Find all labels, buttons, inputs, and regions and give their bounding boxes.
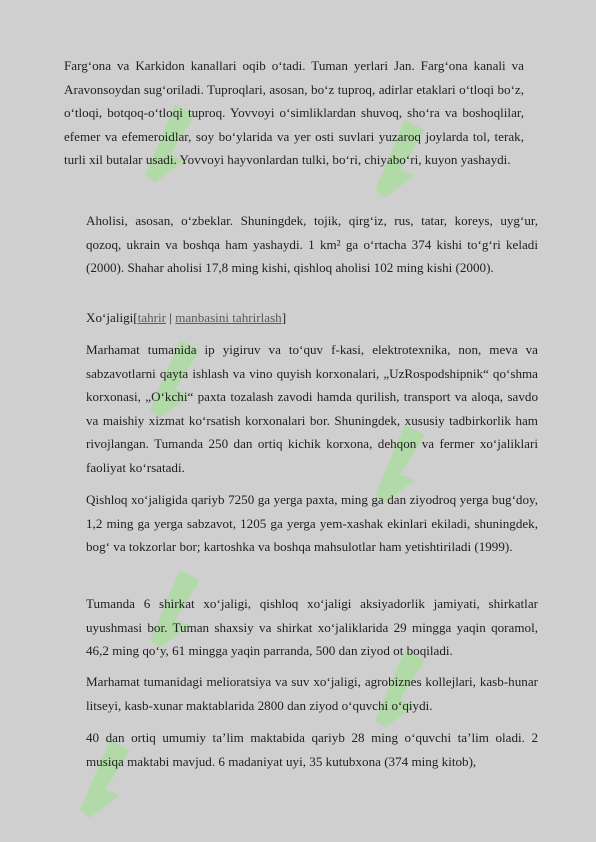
paragraph-agriculture: Qishloq xo‘jaligida qariyb 7250 ga yerga paxta, ming ga dan ziyodroq yerga bug‘doy, 1,2 ming ga yerga sabzavot, 1205 ga yerga yem-xashak ekinlari ekiladi, shuningdek, bog‘ va tokzorlar bor; kartoshka va boshqa mahsulotlar ham yetishtiriladi (1999). [86, 492, 538, 555]
paragraph-colleges: Marhamat tumanidagi melioratsiya va suv xo‘jaligi, agrobiznes kollejlari, kasb-hunar litseyi, kasb-xunar maktablarida 2800 dan ziyod o‘quvchi o‘qiydi. [86, 674, 538, 713]
paragraph-industry: Marhamat tumanida ip yigiruv va to‘quv f-kasi, elektrotexnika, non, meva va sabzavotlarni qayta ishlash va vino quyish korxonalari, „UzRospodshipnik“ qo‘shma korxonasi, „O‘kchi“ paxta tozalash zavodi hamda qurilish, transport va aloqa, savdo va maishiy xizmat ko‘rsatish korxonalari bor. Shuningdek, xususiy tadbirkorlik ham rivojlangan. Tumanda 250 dan ortiq kichik korxona, dehqon va fermer xo‘jaliklari faoliyat ko‘rsatadi. [86, 342, 538, 475]
paragraph-farms: Tumanda 6 shirkat xo‘jaligi, qishloq xo‘jaligi aksiyadorlik jamiyati, shirkatlar uyushmasi bor. Tuman shaxsiy va shirkat xo‘jaliklarida 29 mingga yaqin qoramol, 46,2 ming qo‘y, 61 mingga yaqin parranda, 500 dan ziyod ot boqiladi. [86, 596, 538, 659]
edit-source-link[interactable]: manbasini tahrirlash [175, 310, 282, 325]
edit-link[interactable]: tahrir [137, 310, 167, 325]
bracket-open: [ [133, 310, 138, 325]
link-separator: | [166, 310, 176, 325]
section-title: Xo‘jaligi [86, 310, 134, 325]
paragraph-schools: 40 dan ortiq umumiy ta’lim maktabida qariyb 28 ming o‘quvchi ta’lim oladi. 2 musiqa maktabi mavjud. 6 madaniyat uyi, 35 kutubxona (374 ming kitob), [86, 730, 538, 769]
paragraph-population: Aholisi, asosan, o‘zbeklar. Shuningdek, tojik, qirg‘iz, rus, tatar, koreys, uyg‘ur, qozoq, ukrain va boshqa ham yashaydi. 1 km² ga o‘rtacha 374 kishi to‘g‘ri keladi (2000). Shahar aholisi 17,8 ming kishi, qishloq aholisi 102 ming kishi (2000). [86, 213, 538, 276]
bracket-close: ] [281, 310, 287, 325]
paragraph-nature: Farg‘ona va Karkidon kanallari oqib o‘tadi. Tuman yerlari Jan. Farg‘ona kanali va Aravonsoydan sug‘oriladi. Tuproqlari, asosan, bo‘z tuproq, adirlar etaklari o‘tloqi bo‘z, o‘tloqi, botqoq-o‘tloqi tuproq. Yovvoyi o‘simliklardan shuvoq, sho‘ra va boshoqlilar, efemer va efemeroidlar, soy bo‘ylarida va yer osti suvlari yuzaroq joylarda tol, terak, turli xil butalar usadi. Yovvoyi hayvonlardan tulki, bo‘ri, chiyabo‘ri, kuyon yashaydi. [64, 58, 524, 168]
section-heading [86, 306, 286, 329]
